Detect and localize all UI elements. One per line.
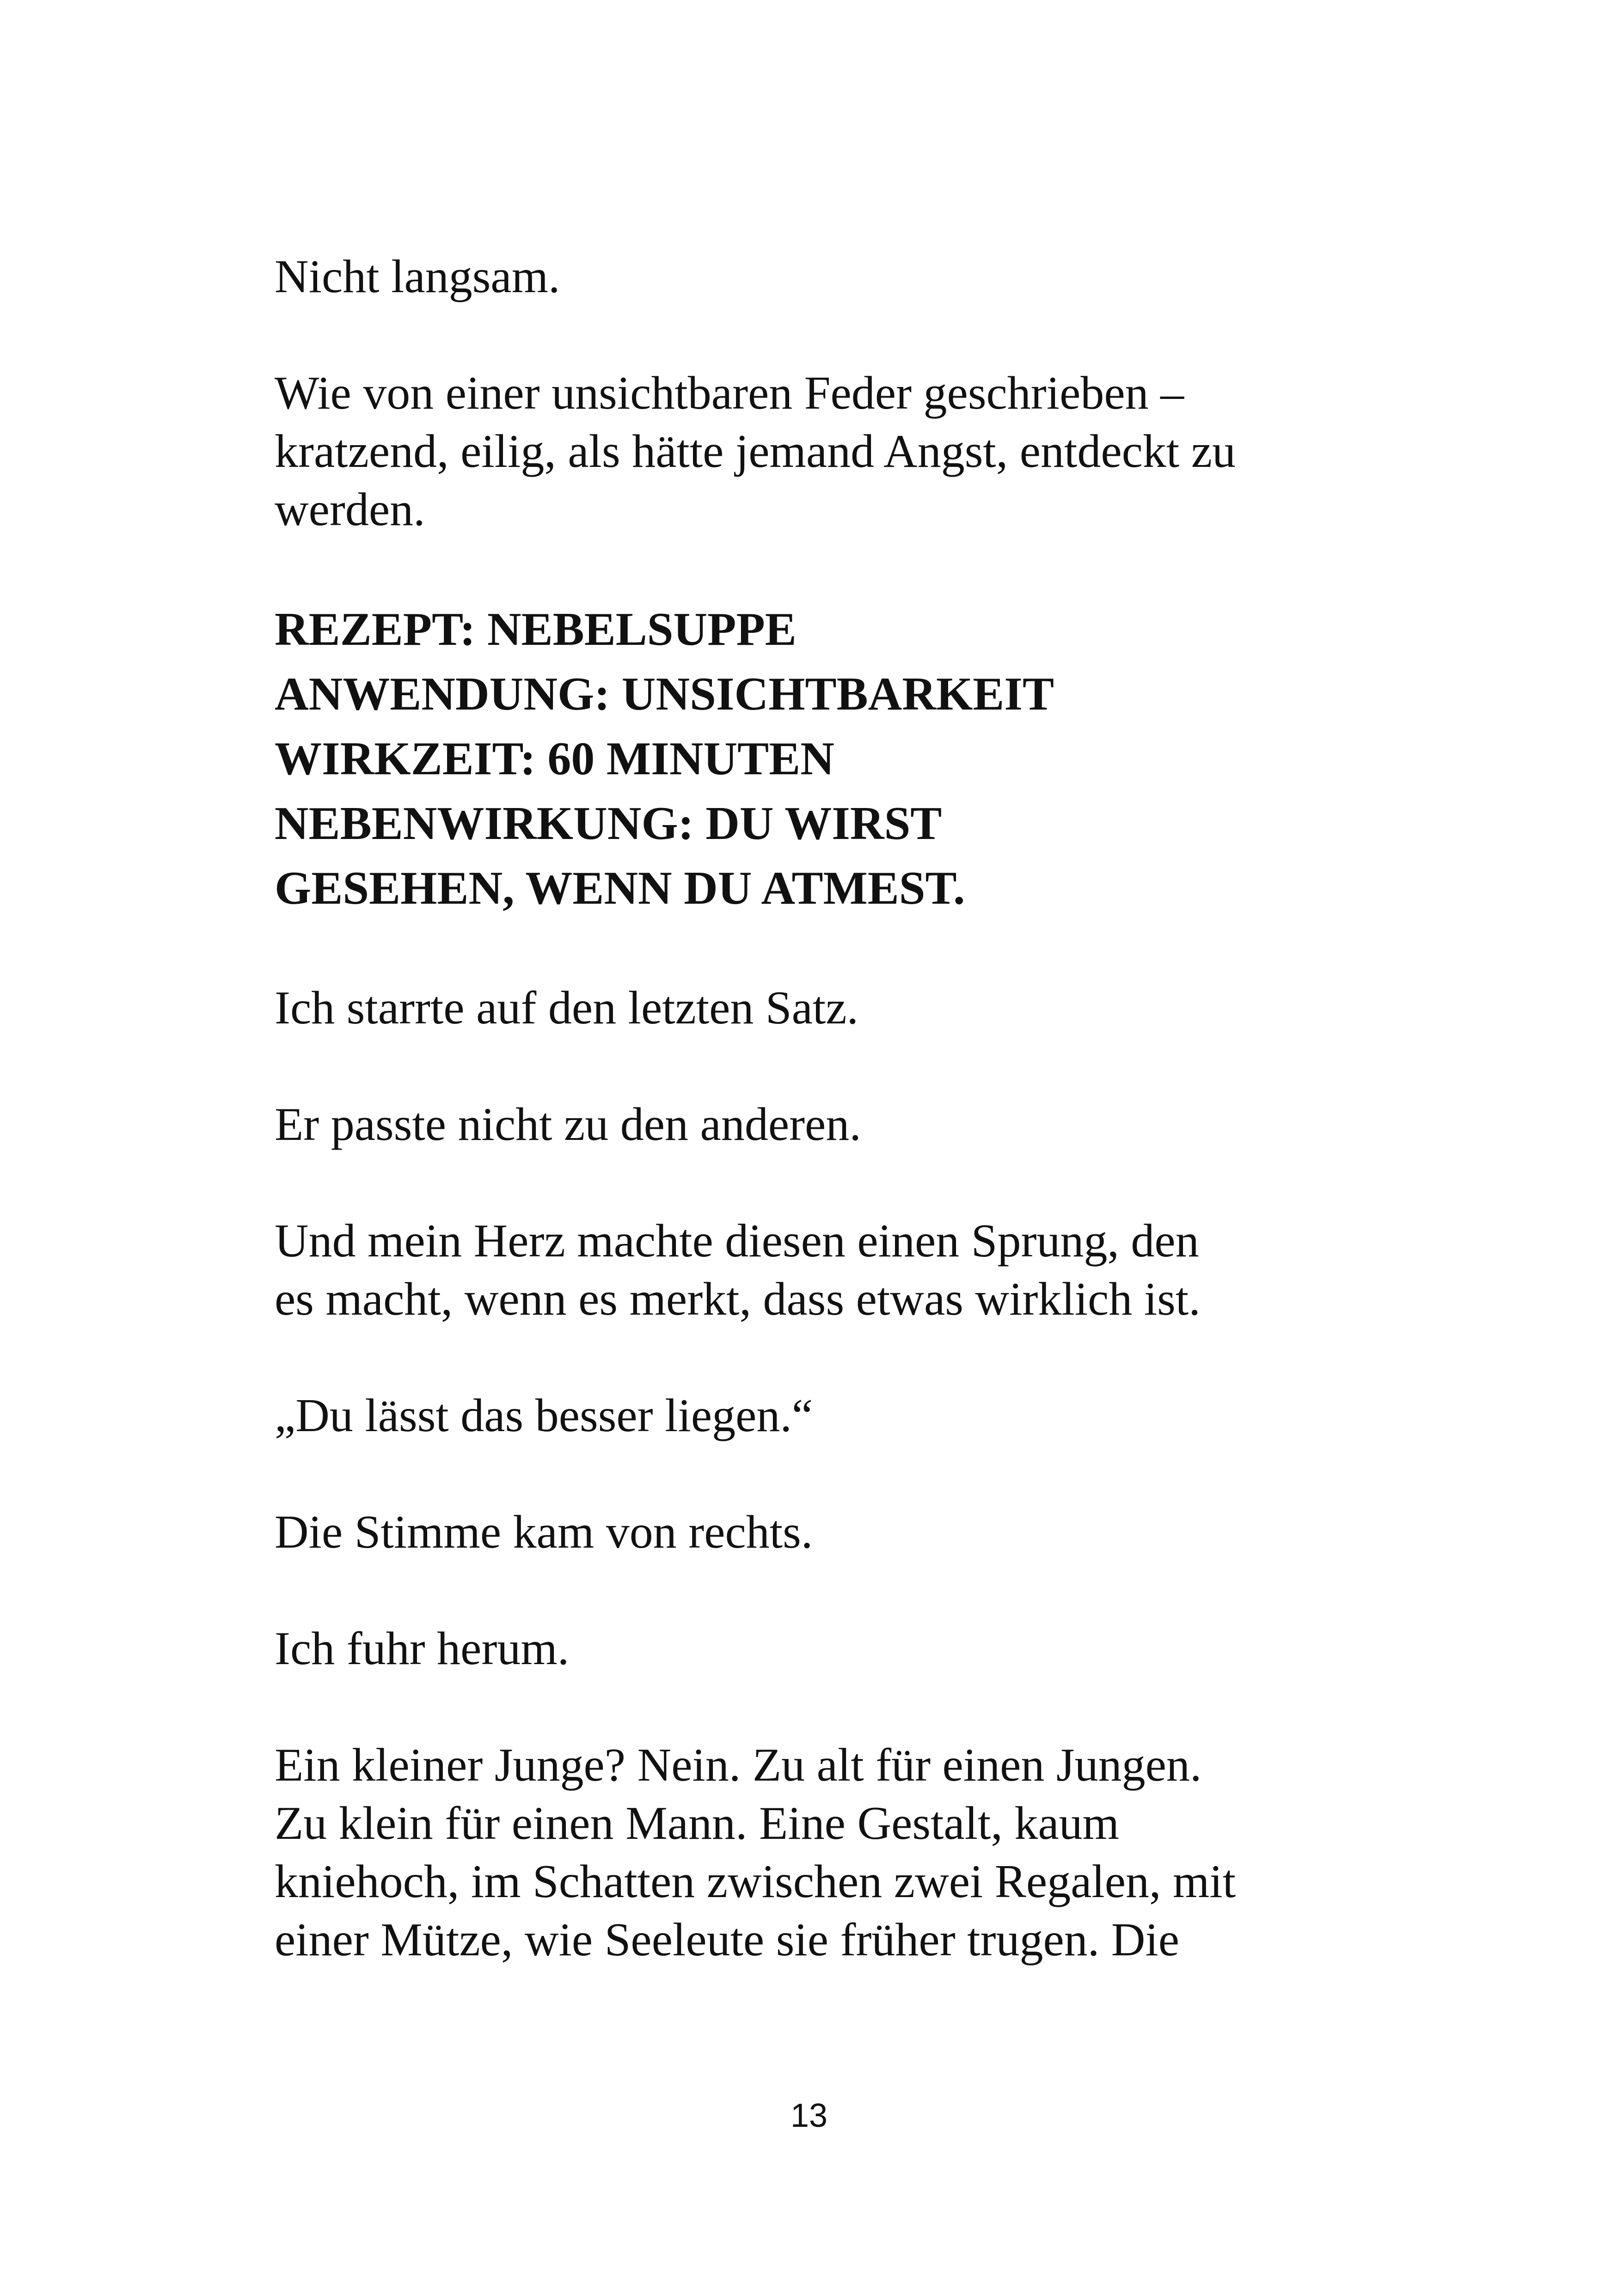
recipe-line: NEBENWIRKUNG: DU WIRST [275, 797, 942, 850]
dialogue-line: „Du lässt das besser liegen.“ [275, 1390, 813, 1442]
body-text [275, 248, 1384, 2027]
recipe-block [275, 597, 1384, 921]
recipe-line: ANWENDUNG: UNSICHTBARKEIT [275, 668, 1054, 720]
page-number: 13 [790, 2097, 828, 2134]
paragraph [275, 979, 1384, 1037]
paragraph [275, 248, 1384, 306]
text-line: Ich fuhr herum. [275, 1623, 570, 1675]
text-line: werden. [275, 484, 425, 536]
text-line: einer Mütze, wie Seeleute sie früher trugen. Die [275, 1914, 1180, 1966]
paragraph [275, 1620, 1384, 1678]
paragraph [275, 1503, 1384, 1561]
recipe-line: WIRKZEIT: 60 MINUTEN [275, 733, 834, 785]
paragraph [275, 1096, 1384, 1154]
text-line: Ich starrte auf den letzten Satz. [275, 982, 859, 1034]
text-line: Und mein Herz machte diesen einen Sprung, den [275, 1215, 1199, 1267]
text-line: kratzend, eilig, als hätte jemand Angst, entdeckt zu [275, 425, 1236, 478]
text-line: Er passte nicht zu den anderen. [275, 1098, 861, 1151]
text-line: es macht, wenn es merkt, dass etwas wirklich ist. [275, 1273, 1201, 1325]
text-line: Zu klein für einen Mann. Eine Gestalt, kaum [275, 1797, 1119, 1849]
paragraph [275, 1387, 1384, 1445]
text-line: Nicht langsam. [275, 251, 560, 303]
text-line: Die Stimme kam von rechts. [275, 1506, 813, 1558]
text-line: kniehoch, im Schatten zwischen zwei Regalen, mit [275, 1855, 1236, 1908]
text-line: Ein kleiner Junge? Nein. Zu alt für einen Jungen. [275, 1739, 1202, 1791]
text-line: Wie von einer unsichtbaren Feder geschrieben – [275, 367, 1184, 419]
paragraph [275, 1212, 1384, 1329]
recipe-line: REZEPT: NEBELSUPPE [275, 603, 797, 655]
paragraph [275, 364, 1384, 539]
paragraph [275, 1736, 1384, 1969]
recipe-line: GESEHEN, WENN DU ATMEST. [275, 862, 965, 914]
